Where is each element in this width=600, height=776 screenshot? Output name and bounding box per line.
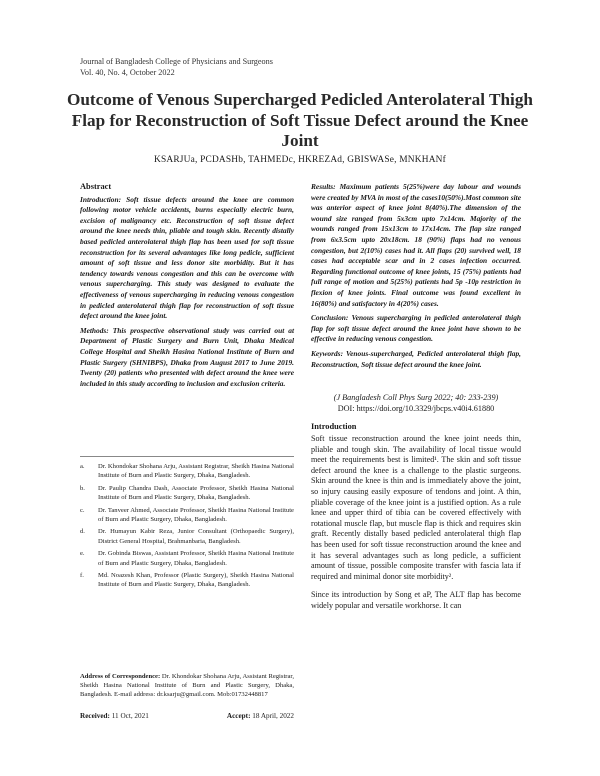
correspondence-text: Dr. Khondokar Shohana Arju, Assistant Registrar, Sheikh Hasina National Institute of Burn and Plastic Surgery, Dhaka, Bangladesh. E-mail address: dr.ksarju@gmail.com. Mob:01732448817 — [80, 673, 294, 699]
introduction-text: Soft tissue defects around the knee are common following motor vehicle accidents, burns especially electric burn, excision of malignancy etc. Reconstruction of soft tissue defect around the knee needs thin, pliable and tough skin. Recently distally based pedicled anterolateral thigh flap has been used for soft tissue reconstruction for its several advantages like long pedicle, sufficient amount of soft tissue and less donor site morbidity. But it has tendency towards venous congestion and this can be overcome with venous supercharging. This study was designed to evaluate the effectiveness of venous supercharging in reducing venous congestion in pedicled anterolateral thigh flap for reconstruction of soft tissue defect around the knee joint. — [80, 194, 294, 321]
affiliation-text: Dr. Gobinda Biswas, Assistant Professor, Sheikh Hasina National Institute of Burn and Plastic Surgery, Dhaka, Bangladesh. — [98, 550, 294, 567]
article-title: Outcome of Venous Supercharged Pedicled Anterolateral Thigh Flap for Reconstruction of Soft Tissue Defect around the Knee Joint — [67, 90, 533, 150]
abstract-heading: Abstract — [80, 182, 112, 191]
introduction-paragraph-1: Soft tissue reconstruction around the knee joint needs thin, pliable and tough skin. The availability of local tissue would meet the requirements best is limited¹. The skin and soft tissue defect around the knee is a challenge to the plastic surgeons. Skin around the knee is thin and is immediately above the joint, so injury causing easily exposure of tendons and joint. A thin, pliable coverage of the knee joint is a justified option. As a rule knee and upper third of tibia can be covered effectively with rotational muscle flap, but muscle flap is thick and requires skin graft. Recently distally based pedicled anterolateral thigh flap has been used for soft tissue reconstruction around the knee and it has several advantages such as long pedicle, a sufficient amount of tissue, possible composite transfer with fascia lata if required and minimal donor site morbidity². — [311, 434, 521, 581]
accepted-date — [227, 712, 294, 720]
affiliation-letter: b. — [80, 484, 85, 492]
results-label: Results: — [311, 182, 336, 191]
introduction-body — [311, 434, 521, 620]
abstract-results — [311, 182, 521, 309]
methods-label: Methods: — [80, 325, 109, 335]
affiliation-letter: a. — [80, 463, 85, 470]
methods-text: This prospective observational study was carried out at Department of Plastic Surgery and Burn Unit, Dhaka Medical College Hospital and Sheikh Hasina National Institute of Burn and Plastic Surgery (SHNIBPS), Dhaka from August 2017 to June 2019. Twenty (20) patients who presented with defect around the knee were included in this study according to inclusion and exclusion criteria. — [80, 325, 294, 388]
journal-issue: Vol. 40, No. 4, October 2022 — [80, 68, 175, 77]
affiliations — [80, 462, 294, 593]
affiliation-item — [80, 506, 294, 525]
received-value: 11 Oct, 2021 — [109, 712, 149, 720]
citation-reference: (J Bangladesh Coll Phys Surg 2022; 40: 233-239) — [333, 393, 499, 402]
affiliation-item — [80, 571, 294, 590]
affiliation-divider — [80, 456, 294, 457]
affiliation-item — [80, 549, 294, 568]
author-list: KSARJUa, PCDASHb, TAHMEDc, HKREZAd, GBISWASe, MNKHANf — [154, 155, 446, 165]
article-dates — [80, 712, 294, 720]
affiliation-letter: c. — [80, 506, 85, 514]
accepted-value: 18 April, 2022 — [250, 712, 294, 720]
affiliation-item — [80, 484, 294, 503]
affiliation-item — [80, 462, 294, 481]
affiliation-letter: e. — [80, 550, 85, 558]
affiliation-item — [80, 527, 294, 546]
abstract-introduction — [80, 195, 294, 322]
affiliation-text: Md. Noazesh Khan, Professor (Plastic Surgery), Sheikh Hasina National Institute of Burn and Plastic Surgery, Dhaka, Bangladesh. — [98, 572, 294, 589]
introduction-heading: Introduction — [311, 422, 357, 431]
keywords-label: Keywords: — [311, 348, 344, 358]
correspondence-label: Address of Correspondence: — [80, 673, 161, 680]
abstract-keywords — [311, 349, 521, 370]
conclusion-text: Venous supercharging in pedicled anterolateral thigh flap for soft tissue defect around the knee joint have shown to be effective in reducing venous congestion. — [311, 313, 521, 344]
keywords-text: Venous-supercharged, Pedicled anterolateral thigh flap, Reconstruction, Soft tissue defect around the knee joint. — [311, 348, 521, 369]
affiliation-text: Dr. Paulip Chandra Dash, Associate Professor, Sheikh Hasina National Institute of Burn and Plastic Surgery, Dhaka, Bangladesh. — [98, 484, 294, 502]
received-date — [80, 712, 149, 720]
citation — [311, 392, 521, 414]
introduction-label: Introduction: — [80, 194, 122, 204]
citation-doi: DOI: https://doi.org/10.3329/jbcps.v40i4.61880 — [337, 404, 495, 413]
abstract-methods — [80, 326, 294, 390]
correspondence — [80, 672, 294, 700]
abstract-conclusion — [311, 313, 521, 345]
journal-header — [80, 56, 273, 78]
affiliation-letter: f. — [80, 572, 84, 580]
affiliation-letter: d. — [80, 528, 85, 536]
introduction-paragraph-2: Since its introduction by Song et aP, The ALT flap has become widely popular and versatile workhorse. It can — [311, 590, 521, 610]
results-text: Maximum patients 5(25%)were day labour and wounds were created by MVA in most of the cases10(50%).Most common site was anterior aspect of knee joint 8(40%).The dimension of the wound size ranged from 5x3cm upto 7x14cm. Majority of the wounds ranged from 15x13cm to 17x14cm. The flap size ranged from 6x3.5cm upto 20x18cm. 18 (90%) flaps had no venous congestion, but 2(10%) cases had it. All flaps (20) survived well, 18 cases had acceptable scar and in 2 cases infection occurred. Regarding functional outcome of knee joints, 15 (75%) patients had full range of motion and 5(25%) patients had 5p -10p restriction in flexion of knee joints. Final outcome was found excellent in 16(80%) and satisfactory in 4(20%) cases. — [311, 182, 521, 308]
conclusion-label: Conclusion: — [311, 313, 349, 323]
journal-name: Journal of Bangladesh College of Physicians and Surgeons — [80, 57, 273, 66]
affiliation-text: Dr. Khondokar Shohana Arju, Assistant Registrar, Sheikh Hasina National Institute of Burn and Plastic Surgery, Dhaka, Bangladesh. — [98, 463, 294, 480]
accepted-label: Accept: — [226, 712, 251, 720]
received-label: Received: — [80, 712, 110, 720]
affiliation-text: Dr. Humayun Kabir Reza, Junior Consultant (Orthopaedic Surgery), District General Hospital, Brahmanbaria, Bangladesh. — [98, 528, 294, 545]
affiliation-text: Dr. Tanveer Ahmed, Associate Professor, Sheikh Hasina National Institute of Burn and Plastic Surgery, Dhaka, Bangladesh. — [98, 506, 294, 524]
abstract-right — [311, 182, 521, 370]
abstract-left — [80, 182, 294, 389]
